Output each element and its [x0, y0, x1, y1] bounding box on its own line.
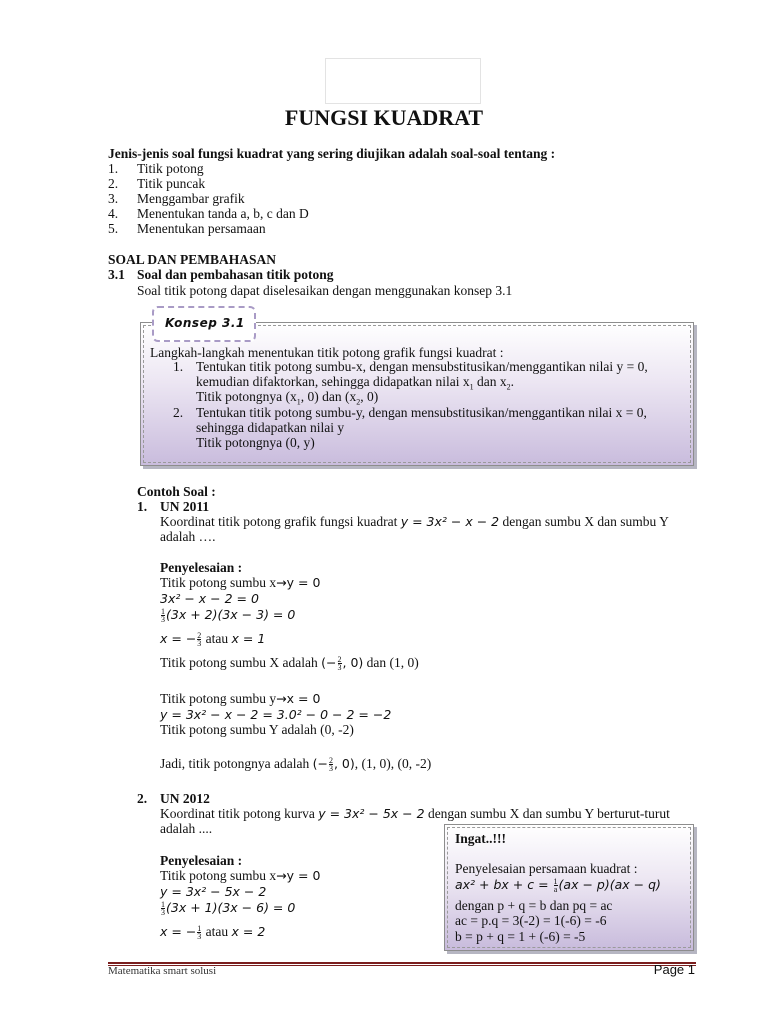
- p2-equation: y = 3x² − 5x − 2: [160, 884, 267, 899]
- konsep-step2-line2: sehingga didapatkan nilai y: [196, 420, 345, 435]
- section-heading: SOAL DAN PEMBAHASAN: [108, 252, 277, 267]
- konsep-intro: Langkah-langkah menentukan titik potong grafik fungsi kuadrat :: [150, 345, 504, 360]
- ingat-title: Ingat..!!!: [455, 831, 506, 846]
- problem1-question-line1: Koordinat titik potong grafik fungsi kuadrat y = 3x² − x − 2 dengan sumbu X dan sumbu Y: [160, 514, 669, 529]
- list-item-number: 4.: [108, 206, 119, 221]
- problem1-question-line2: adalah ….: [160, 529, 216, 544]
- list-item: Menentukan persamaan: [137, 221, 266, 236]
- contoh-heading: Contoh Soal :: [137, 484, 216, 499]
- ingat-line4: ac = p.q = 3(-2) = 1(-6) = -6: [455, 913, 607, 928]
- page-number: Page 1: [653, 962, 695, 977]
- ingat-line3: dengan p + q = b dan pq = ac: [455, 898, 613, 913]
- subsection-description: Soal titik potong dapat diselesaikan dengan menggunakan konsep 3.1: [137, 283, 513, 298]
- ingat-formula: ax² + bx + c = $\frac{1}{a}$ (ax − p)(ax − q): [455, 877, 661, 895]
- konsep-step1-line3: Titik potongnya ($x_1$, 0) dan ($x_2$, 0): [196, 389, 379, 407]
- konsep-step-number: 2.: [173, 405, 184, 420]
- subsection-number: 3.1: [108, 267, 125, 282]
- solution-heading: Penyelesaian :: [160, 560, 243, 575]
- solution-heading: Penyelesaian :: [160, 853, 243, 868]
- problem-title: UN 2012: [160, 791, 210, 806]
- problem-number: 1.: [137, 499, 148, 514]
- p1-factor: $\frac{1}{3}$ (3x + 2)(3x − 3) = 0: [161, 607, 296, 625]
- intro-heading: Jenis-jenis soal fungsi kuadrat yang sering diujikan adalah soal-soal tentang :: [108, 146, 556, 161]
- konsep-tag-label: Konsep 3.1: [165, 316, 245, 330]
- p1-roots: x = − $\frac{2}{3}$ atau x = 1: [160, 631, 266, 649]
- konsep-step1-line2: kemudian difaktorkan, sehingga didapatkan nilai $x_1$ dan $x_2$.: [196, 374, 515, 392]
- list-item: Titik puncak: [137, 176, 206, 191]
- ingat-line1: Penyelesaian persamaan kuadrat :: [455, 861, 638, 876]
- list-item: Titik potong: [137, 161, 204, 176]
- footer-rule: [108, 962, 696, 964]
- konsep-step1-line1: Tentukan titik potong sumbu-x, dengan mensubstitusikan/menggantikan nilai y = 0,: [196, 359, 648, 374]
- problem2-question-line1: Koordinat titik potong kurva y = 3x² − 5x − 2 dengan sumbu X dan sumbu Y berturut-turut: [160, 806, 670, 821]
- fraction: $\frac{2}{3}$: [197, 631, 202, 649]
- p1-y-equation: y = 3x² − x − 2 = 3.0² − 0 − 2 = −2: [160, 707, 392, 722]
- list-item-number: 5.: [108, 221, 119, 236]
- header-image-placeholder: [325, 58, 481, 104]
- problem-number: 2.: [137, 791, 148, 806]
- konsep-tag: [152, 306, 256, 342]
- list-item-number: 3.: [108, 191, 119, 206]
- p1-line1: Titik potong sumbu x→y = 0: [160, 575, 321, 590]
- list-item-number: 2.: [108, 176, 119, 191]
- list-item: Menentukan tanda a, b, c dan D: [137, 206, 309, 221]
- konsep-step-number: 1.: [173, 359, 184, 374]
- konsep-step2-line1: Tentukan titik potong sumbu-y, dengan mensubstitusikan/menggantikan nilai x = 0,: [196, 405, 647, 420]
- subsection-title: Soal dan pembahasan titik potong: [137, 267, 334, 282]
- p1-x-intercepts: Titik potong sumbu X adalah (− $\frac{2}{3}$ , 0) dan (1, 0): [160, 655, 419, 673]
- p2-roots: x = − $\frac{1}{3}$ atau x = 2: [160, 924, 266, 942]
- p1-conclusion: Jadi, titik potongnya adalah (− $\frac{2}{3}$ , 0), (1, 0), (0, -2): [160, 756, 432, 774]
- footer-text: Matematika smart solusi: [108, 965, 217, 977]
- p1-equation: 3x² − x − 2 = 0: [160, 591, 259, 606]
- p2-factor: $\frac{1}{3}$ (3x + 1)(3x − 6) = 0: [161, 900, 296, 918]
- p2-line1: Titik potong sumbu x→y = 0: [160, 868, 321, 883]
- page-title: FUNGSI KUADRAT: [284, 105, 484, 130]
- fraction: $\frac{1}{3}$: [161, 607, 165, 625]
- list-item: Menggambar grafik: [137, 191, 245, 206]
- fraction: $\frac{1}{3}$: [161, 900, 165, 918]
- problem2-question-line2: adalah ....: [160, 821, 213, 836]
- p1-y-intercept: Titik potong sumbu Y adalah (0, -2): [160, 722, 354, 737]
- p1-line-y: Titik potong sumbu y→x = 0: [160, 691, 321, 706]
- konsep-step2-line3: Titik potongnya (0, y): [196, 435, 315, 450]
- ingat-line5: b = p + q = 1 + (-6) = -5: [455, 929, 586, 944]
- problem-title: UN 2011: [160, 499, 210, 514]
- list-item-number: 1.: [108, 161, 119, 176]
